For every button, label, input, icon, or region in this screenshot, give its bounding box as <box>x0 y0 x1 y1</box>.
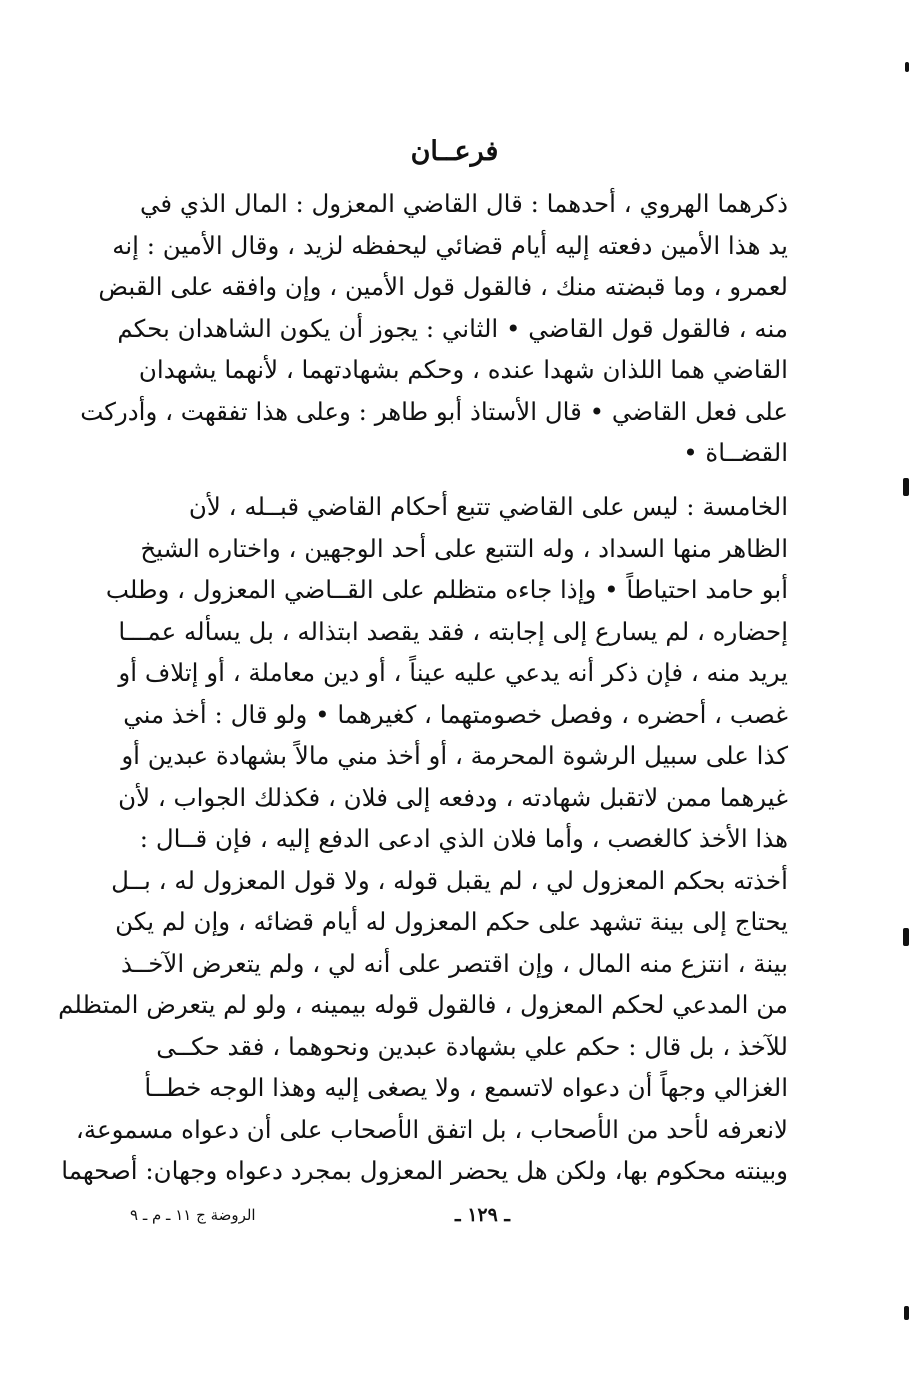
text-line: غصب ، أحضره ، وفصل خصومتهما ، كغيرهما • ولو قال : أخذ مني <box>123 699 788 729</box>
text-line: القاضي هما اللذان شهدا عنده ، وحكم بشهادتهما ، لأنهما يشهدان <box>138 355 788 384</box>
text-line: بينة ، انتزع منه المال ، وإن اقتصر على أنه لي ، ولم يتعرض الآخــذ <box>120 948 788 978</box>
text-line: إحضاره ، لم يسارع إلى إجابته ، فقد يقصد ابتذاله ، بل يسأله عمـــا <box>118 616 788 646</box>
text-line: يد هذا الأمين دفعته إليه أيام قضائي ليحفظه لزيد ، وقال الأمين : إنه <box>112 230 788 260</box>
text-line: منه ، فالقول قول القاضي • الثاني : يجوز أن يكون الشاهدان بحكم <box>117 313 788 343</box>
binding-mark-top <box>905 62 909 72</box>
text-line: كذا على سبيل الرشوة المحرمة ، أو أخذ مني مالاً بشهادة عبدين أو <box>121 741 788 770</box>
page-number: ـ ١٢٩ ـ <box>455 1204 510 1226</box>
binding-mark-lower <box>903 928 909 946</box>
text-line: وبينته محكوم بها، ولكن هل يحضر المعزول بمجرد دعواه وجهان: أصحهما <box>61 1156 788 1185</box>
paragraph-first <box>80 183 788 474</box>
text-line: على فعل القاضي • قال الأستاذ أبو طاهر : وعلى هذا تفقهت ، وأدركت <box>80 396 788 426</box>
text-line: الظاهر منها السداد ، وله التتبع على أحد الوجهين ، واختاره الشيخ <box>140 533 788 563</box>
page-footer <box>130 1200 510 1230</box>
text-line: أبو حامد احتياطاً • وإذا جاءه متظلم على القــاضي المعزول ، وطلب <box>105 575 788 604</box>
binding-mark-bottom <box>904 1306 909 1320</box>
text-line: للآخذ ، بل قال : حكم علي بشهادة عبدين ونحوهما ، فقد حكــى <box>156 1031 788 1061</box>
text-line: الخامسة : ليس على القاضي تتبع أحكام القاضي قبــله ، لأن <box>188 492 788 521</box>
text-line: أخذته بحكم المعزول لي ، لم يقبل قوله ، ولا قول المعزول له ، بــل <box>111 865 788 895</box>
text-line: يريد منه ، فإن ذكر أنه يدعي عليه عيناً ، أو دين معاملة ، أو إتلاف أو <box>118 658 788 687</box>
paragraph-second <box>58 486 788 1192</box>
printer-signature: الروضة ج ١١ ـ م ـ ٩ <box>130 1206 256 1224</box>
text-line: لانعرفه لأحد من الأصحاب ، بل اتفق الأصحاب على أن دعواه مسموعة، <box>75 1114 788 1144</box>
page-heading: فرعــان <box>410 136 499 167</box>
text-line: لعمرو ، وما قبضته منك ، فالقول قول الأمين ، وإن وافقه على القبض <box>98 272 788 301</box>
text-line: القضــاة • <box>683 438 788 467</box>
text-line: يحتاج إلى بينة تشهد على حكم المعزول له أيام قضائه ، وإن لم يكن <box>115 907 788 936</box>
text-line: الغزالي وجهاً أن دعواه لاتسمع ، ولا يصغى إليه وهذا الوجه خطــأ <box>144 1073 788 1102</box>
text-line: من المدعي لحكم المعزول ، فالقول قوله بيمينه ، ولو لم يتعرض المتظلم <box>58 990 788 1019</box>
text-line: هذا الأخذ كالغصب ، وأما فلان الذي ادعى الدفع إليه ، فإن قــال : <box>139 824 788 853</box>
binding-mark-upper <box>903 478 909 496</box>
text-line: ذكرهما الهروي ، أحدهما : قال القاضي المعزول : المال الذي في <box>139 189 788 218</box>
text-line: غيرهما ممن لاتقبل شهادته ، ودفعه إلى فلان ، فكذلك الجواب ، لأن <box>118 782 788 812</box>
